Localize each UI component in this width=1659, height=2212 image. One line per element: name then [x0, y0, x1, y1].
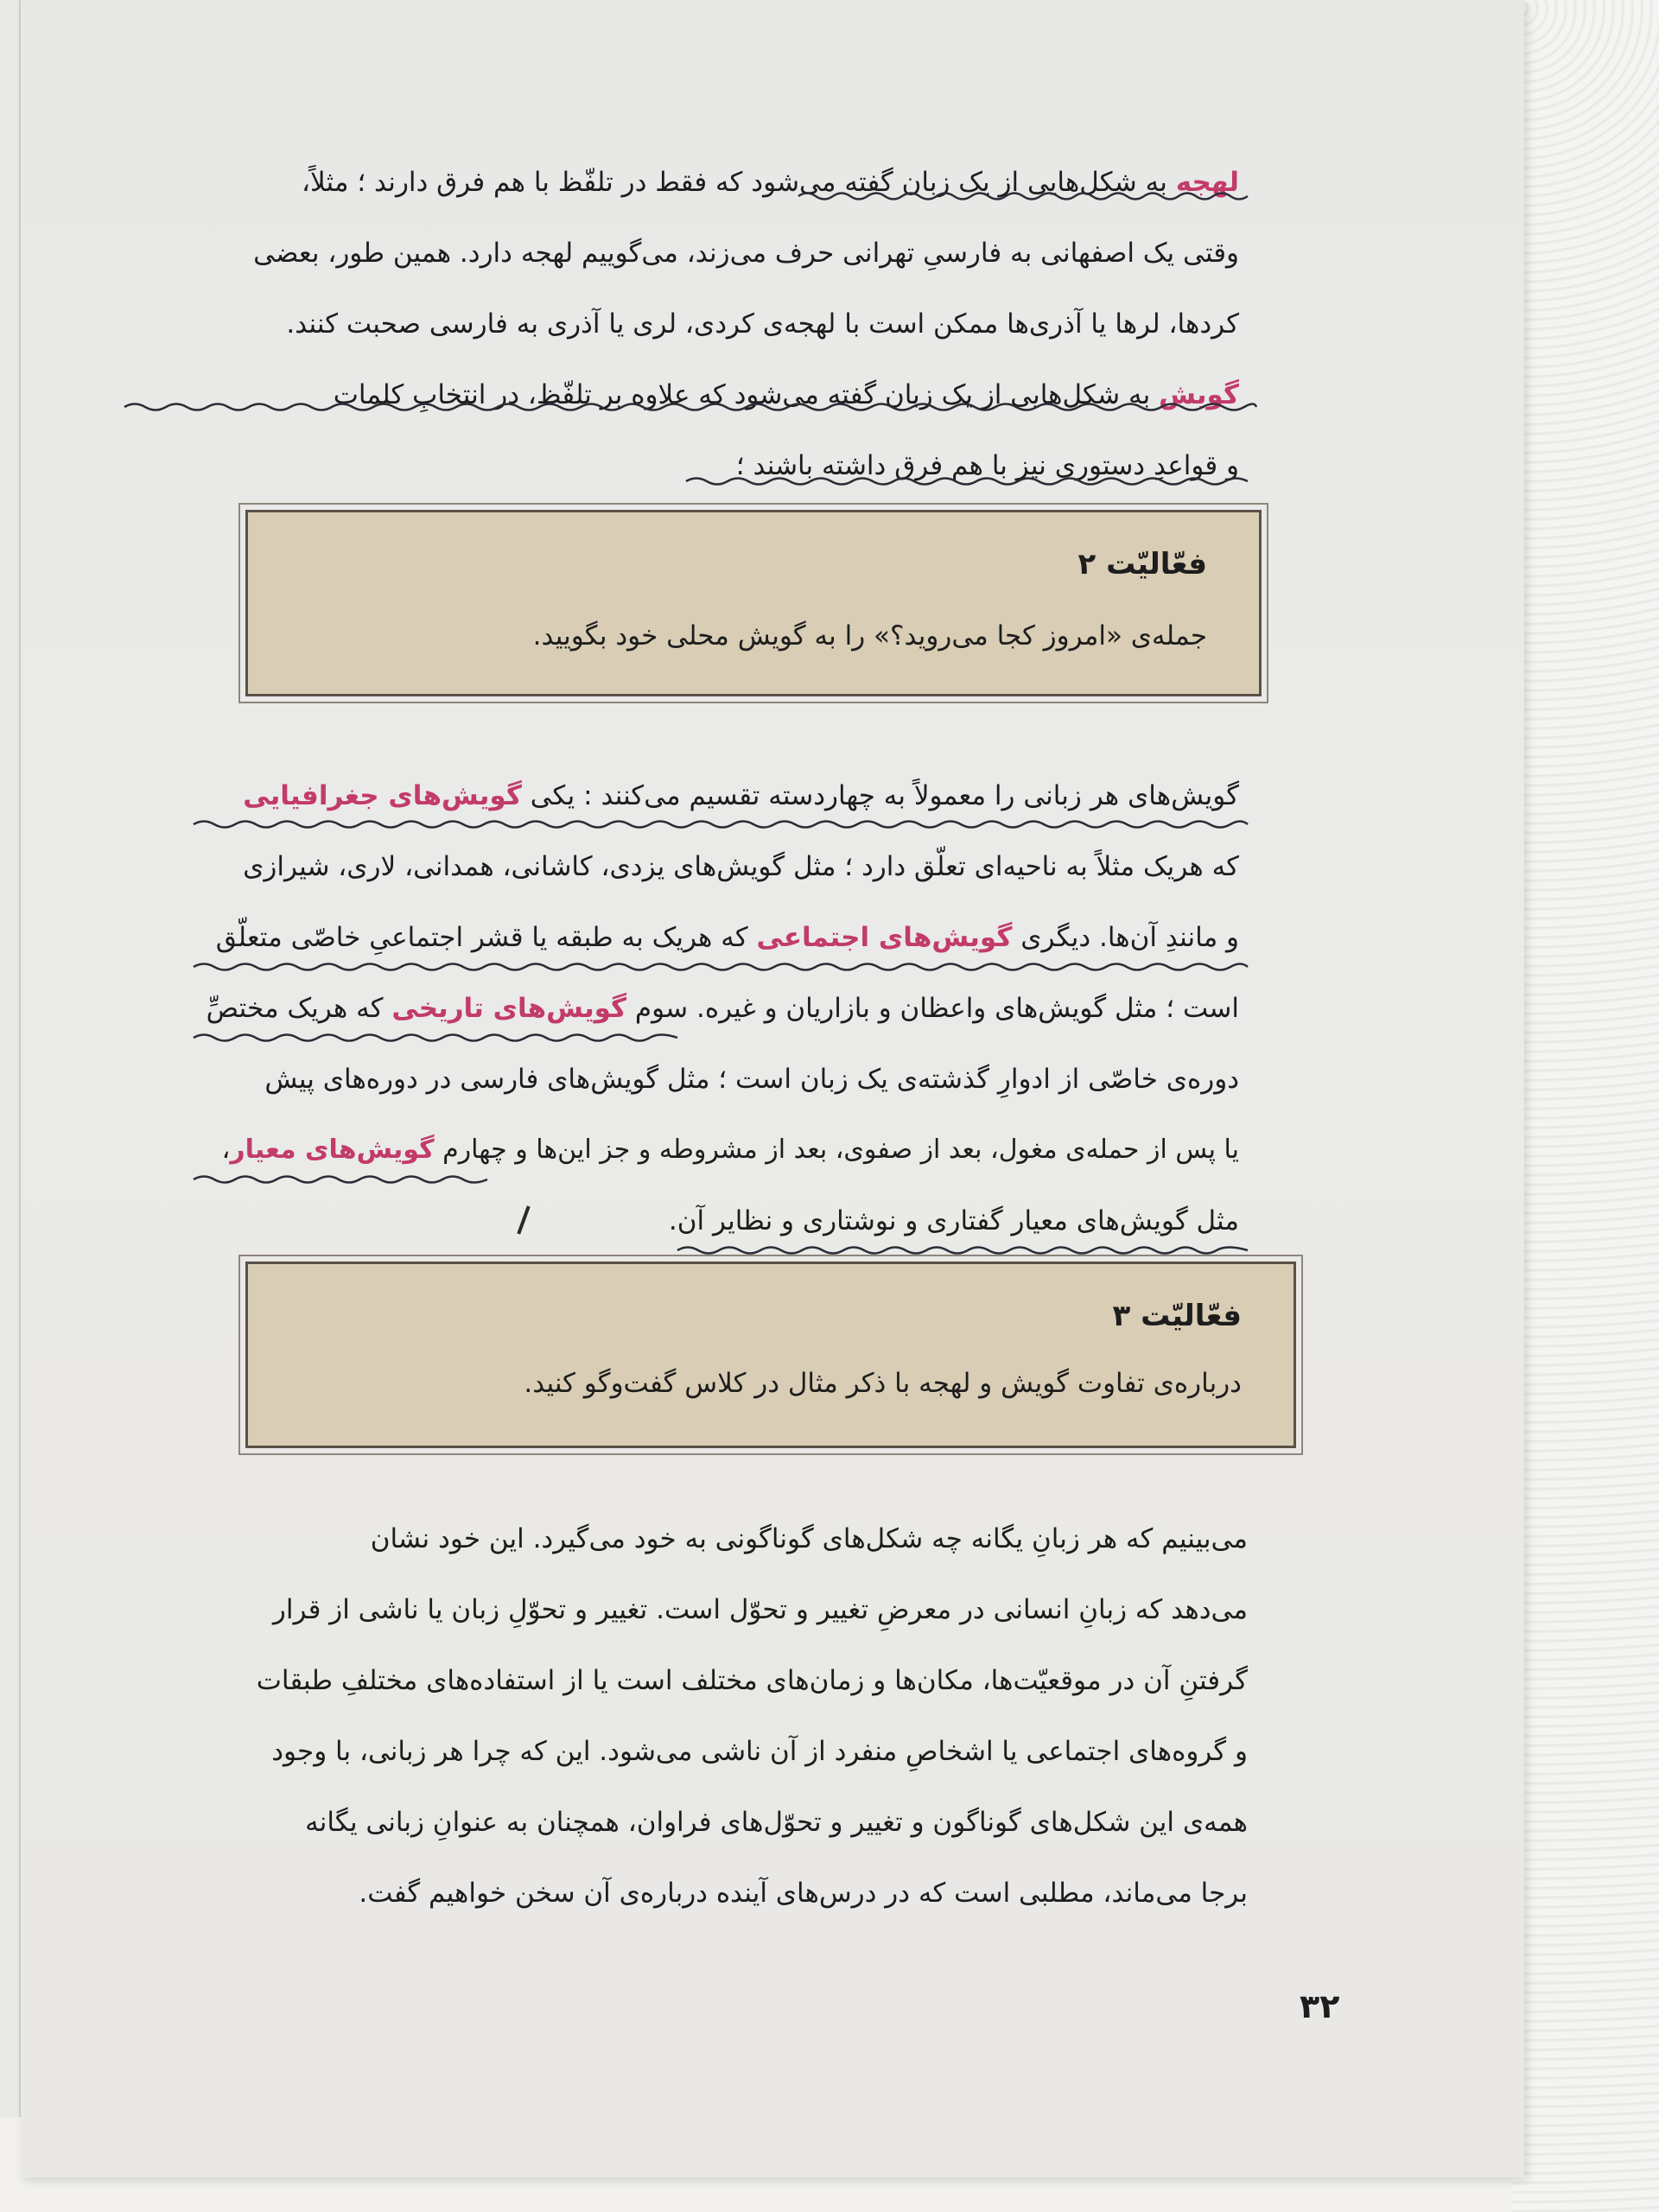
highlighted-term: لهجه — [1175, 167, 1239, 198]
pen-underline — [194, 1030, 677, 1046]
highlighted-term: گویش‌های معیار — [230, 1135, 435, 1165]
line-text: وقتی یک اصفهانی به فارسیِ تهرانی حرف می‌زند، می‌گوییم لهجه دارد. همین طور، بعضی — [253, 238, 1239, 269]
text-line: و گروه‌های اجتماعی یا اشخاصِ منفرد از آن ناشی می‌شود. این که چرا هر زبانی، با وجود — [271, 1736, 1248, 1767]
text-line: همه‌ی این شکل‌های گوناگون و تغییر و تحوّل‌های فراوان، همچنان به عنوانِ زبانی یگانه — [305, 1807, 1248, 1838]
line-text: است ؛ مثل گویش‌های واعظان و بازاریان و غیره. سوم — [626, 993, 1239, 1024]
previous-page-edge — [0, 0, 21, 2117]
line-text: کردها، لرها یا آذری‌ها ممکن است با لهجه‌ی کردی، لری یا آذری به فارسی صحبت کنند. — [286, 308, 1239, 340]
line-text: یا پس از حمله‌ی مغول، بعد از صفوی، بعد از مشروطه و جز این‌ها و چهارم — [434, 1135, 1239, 1165]
pen-underline — [124, 399, 1256, 415]
line-text: مثل گویش‌های معیار گفتاری و نوشتاری و نظایر آن. — [668, 1205, 1239, 1236]
highlighted-term: گویش‌های تاریخی — [391, 993, 627, 1024]
line-text: که هریک مثلاً به ناحیه‌ای تعلّق دارد ؛ مثل گویش‌های یزدی، کاشانی، همدانی، لاری، شیرازی — [243, 851, 1239, 882]
text-line: برجا می‌ماند، مطلبی است که در درس‌های آینده درباره‌ی آن سخن خواهیم گفت. — [359, 1878, 1248, 1909]
pen-underline — [194, 817, 1248, 832]
pen-underline — [677, 1243, 1248, 1258]
text-line — [194, 359, 1239, 430]
text-line — [194, 147, 1239, 218]
line-text: و مانندِ آن‌ها. دیگری — [1012, 922, 1239, 953]
activity-title: فعّالیّت ۲ — [1077, 547, 1207, 582]
closing-paragraph — [185, 1503, 1248, 1929]
activity-title: فعّالیّت ۳ — [1112, 1299, 1242, 1333]
highlighted-term: گویش‌های جغرافیایی — [243, 780, 522, 811]
line-text: و قواعدِ دستوری نیز با هم فرق داشته باشند ؛ — [735, 450, 1239, 481]
activity-instruction: جمله‌ی «امروز کجا می‌روید؟» را به گویش محلی خود بگویید. — [532, 620, 1207, 652]
text-line — [194, 218, 1239, 289]
text-line — [194, 289, 1239, 359]
page-number: ۳۲ — [1300, 1987, 1340, 2025]
text-line: می‌دهد که زبانِ انسانی در معرضِ تغییر و تحوّل است. تغییر و تحوّلِ زبان یا ناشی از قرار — [272, 1594, 1248, 1625]
activity-instruction: درباره‌ی تفاوت گویش و لهجه با ذکر مثال در کلاس گفت‌وگو کنید. — [524, 1368, 1242, 1399]
text-line: می‌بینیم که هر زبانِ یگانه چه شکل‌های گوناگونی به خود می‌گیرد. این خود نشان — [370, 1523, 1248, 1554]
line-text: گویش‌های هر زبانی را معمولاً به چهاردسته تقسیم می‌کنند : یکی — [521, 780, 1239, 811]
activity-box-3 — [245, 1262, 1296, 1448]
line-text: به شکل‌هایی از یک زبان گفته می‌شود که فقط در تلفّظ با هم فرق دارند ؛ مثلاً، — [302, 167, 1176, 198]
line-text: ، — [221, 1135, 231, 1165]
pen-underline — [686, 474, 1248, 489]
line-text: که هریک به طبقه یا قشر اجتماعیِ خاصّی متعلّق — [215, 922, 757, 953]
text-line — [194, 831, 1239, 902]
pen-underline — [798, 188, 1248, 204]
highlighted-term: گویش‌های اجتماعی — [756, 922, 1013, 953]
pen-underline — [194, 959, 1248, 975]
pen-underline — [194, 1172, 487, 1187]
highlighted-term: گویش — [1159, 379, 1239, 410]
line-text: که هریک مختصِّ — [206, 993, 392, 1024]
line-text: به شکل‌هایی از یک زبان گفته می‌شود که علاوه بر تلفّظ، در انتخابِ کلمات — [333, 379, 1160, 410]
background-surface — [1512, 0, 1659, 2212]
text-line: گرفتنِ آن در موقعیّت‌ها، مکان‌ها و زمان‌های مختلف است یا از استفاده‌های مختلفِ طبقات — [256, 1665, 1248, 1696]
text-line — [194, 430, 1239, 501]
book-page — [21, 0, 1524, 2177]
text-line — [194, 1044, 1239, 1115]
line-text: دوره‌ی خاصّی از ادوارِ گذشته‌ی یک زبان است ؛ مثل گویش‌های فارسی در دوره‌های پیش — [264, 1064, 1239, 1095]
activity-box-2 — [245, 510, 1262, 696]
